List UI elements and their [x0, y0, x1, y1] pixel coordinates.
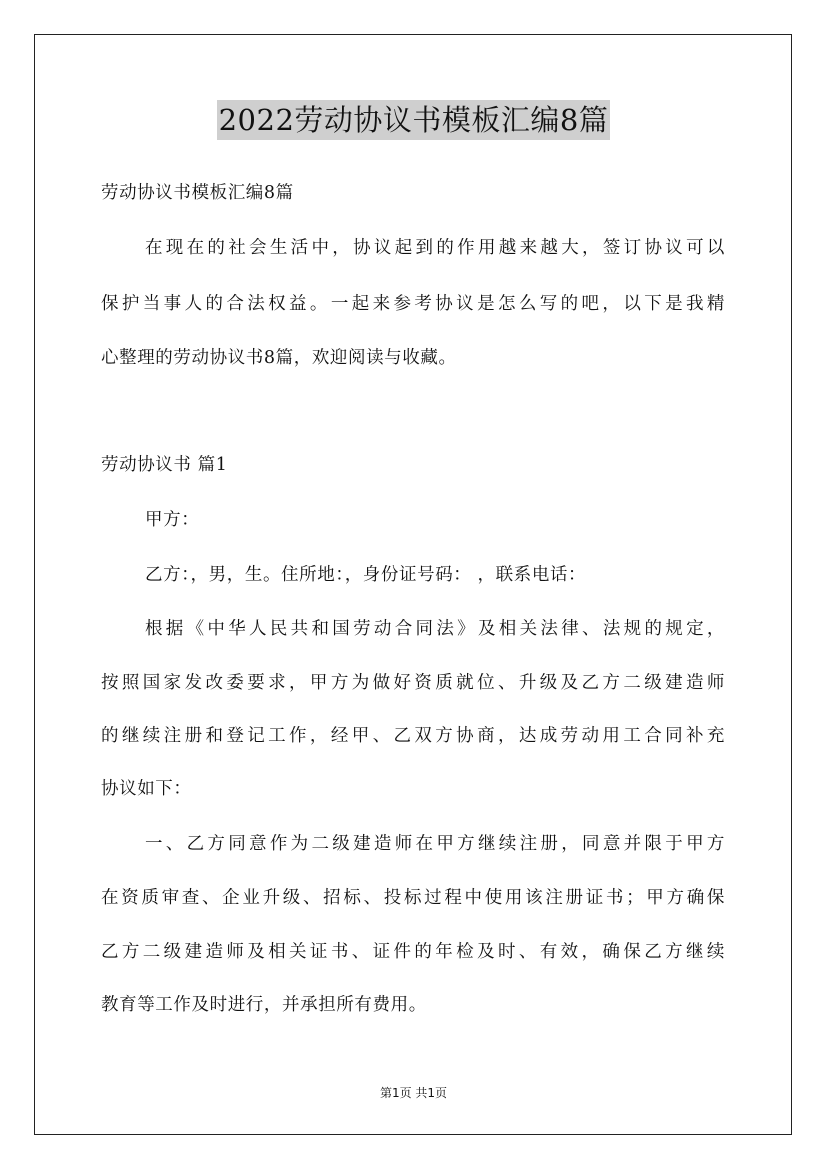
- para1-line-4: 协议如下：: [101, 779, 192, 799]
- para1-line-1: 根据《中华人民共和国劳动合同法》及相关法律、法规的规定，: [145, 619, 725, 639]
- document-title: 2022劳动协议书模板汇编8篇: [217, 100, 611, 140]
- para2-line-2: 在资质审查、企业升级、招标、投标过程中使用该注册证书；甲方确保: [101, 888, 725, 908]
- title-wrap: [0, 100, 827, 140]
- intro-line-2: 保护当事人的合法权益。一起来参考协议是怎么写的吧，以下是我精: [101, 294, 725, 314]
- party-a-line: 甲方：: [145, 510, 200, 530]
- intro-line-1: 在现在的社会生活中，协议起到的作用越来越大，签订协议可以: [145, 238, 725, 258]
- page-footer: 第1页 共1页: [379, 1086, 448, 1100]
- para2-line-3: 乙方二级建造师及相关证书、证件的年检及时、有效，确保乙方继续: [101, 942, 725, 962]
- document-subtitle: 劳动协议书模板汇编8篇: [101, 183, 294, 203]
- intro-line-3: 心整理的劳动协议书8篇，欢迎阅读与收藏。: [101, 348, 457, 368]
- section-heading: 劳动协议书 篇1: [101, 455, 228, 475]
- para2-line-4: 教育等工作及时进行，并承担所有费用。: [101, 995, 427, 1015]
- para1-line-3: 的继续注册和登记工作，经甲、乙双方协商，达成劳动用工合同补充: [101, 726, 725, 746]
- party-b-line: 乙方：，男，生。住所地：，身份证号码： ，联系电话：: [145, 565, 587, 585]
- para2-line-1: 一、乙方同意作为二级建造师在甲方继续注册，同意并限于甲方: [145, 834, 725, 854]
- para1-line-2: 按照国家发改委要求，甲方为做好资质就位、升级及乙方二级建造师: [101, 673, 725, 693]
